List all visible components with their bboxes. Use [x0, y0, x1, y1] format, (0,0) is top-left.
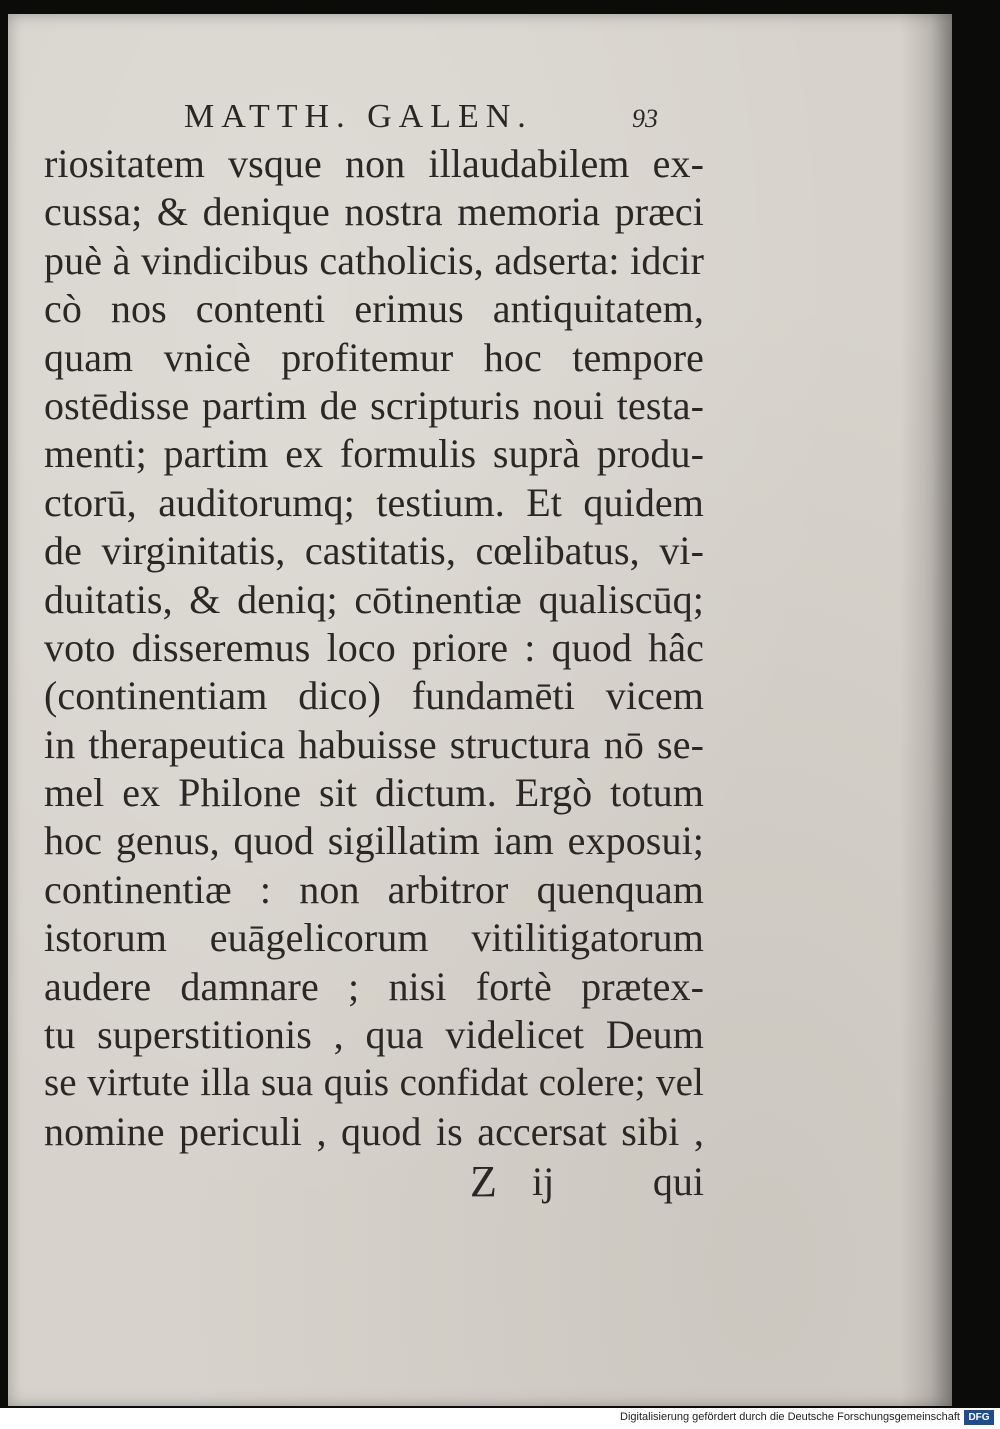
- text-line: duitatis, & deniq; cōtinentiæ qualiscūq;: [44, 576, 704, 622]
- text-line: cò nos contenti erimus antiquitatem,: [44, 286, 704, 332]
- catchword: qui: [652, 1159, 704, 1204]
- text-line: ctorū, auditorumq; testium. Et quidem: [44, 479, 704, 525]
- signature-leaf: ij: [532, 1159, 555, 1204]
- text-line: audere damnare ; nisi fortè prætex-: [44, 963, 704, 1009]
- text-line: tu superstitionis , qua videlicet Deum: [44, 1012, 704, 1058]
- text-line: ostēdisse partim de scripturis noui testa-: [44, 382, 704, 428]
- signature-mark: Z: [470, 1157, 497, 1206]
- text-line: cussa; & denique nostra memoria præci: [44, 189, 704, 235]
- page-fore-edge-shadow: [900, 14, 952, 1406]
- text-line: se virtute illa sua quis confidat colere; vel: [44, 1061, 704, 1105]
- text-line: istorum euāgelicorum vitilitigatorum: [44, 915, 704, 961]
- footer-bar: [0, 1408, 1000, 1429]
- text-line: mel ex Philone sit dictum. Ergò totum: [44, 770, 704, 816]
- text-line: in therapeutica habuisse structura nō se-: [44, 721, 704, 767]
- text-line: hoc genus, quod sigillatim iam exposui;: [44, 818, 704, 864]
- text-line: de virginitatis, castitatis, cœlibatus, vi-: [44, 528, 704, 574]
- running-head: [180, 98, 700, 142]
- dfg-logo: DFG: [964, 1410, 994, 1425]
- folio-number: 93: [632, 104, 658, 133]
- text-line: menti; partim ex formulis suprà produ-: [44, 431, 704, 477]
- text-line: quam vnicè profitemur hoc tempore: [44, 334, 704, 380]
- running-title: MATTH. GALEN.: [184, 98, 533, 135]
- text-line: continentiæ : non arbitror quenquam: [44, 866, 704, 912]
- main-text-block: [44, 140, 704, 1156]
- text-line: (continentiam dico) fundamēti vicem: [44, 673, 704, 719]
- funding-credit: Digitalisierung gefördert durch die Deutsche Forschungsgemeinschaft: [620, 1411, 960, 1423]
- text-line: voto disseremus loco priore : quod hâc: [44, 624, 704, 670]
- catchline: [460, 1158, 704, 1206]
- text-line: puè à vindicibus catholicis, adserta: idcir: [44, 237, 704, 283]
- text-line: riositatem vsque non illaudabilem ex-: [44, 141, 704, 186]
- text-line: nomine periculi , quod is accersat sibi ,: [44, 1108, 704, 1154]
